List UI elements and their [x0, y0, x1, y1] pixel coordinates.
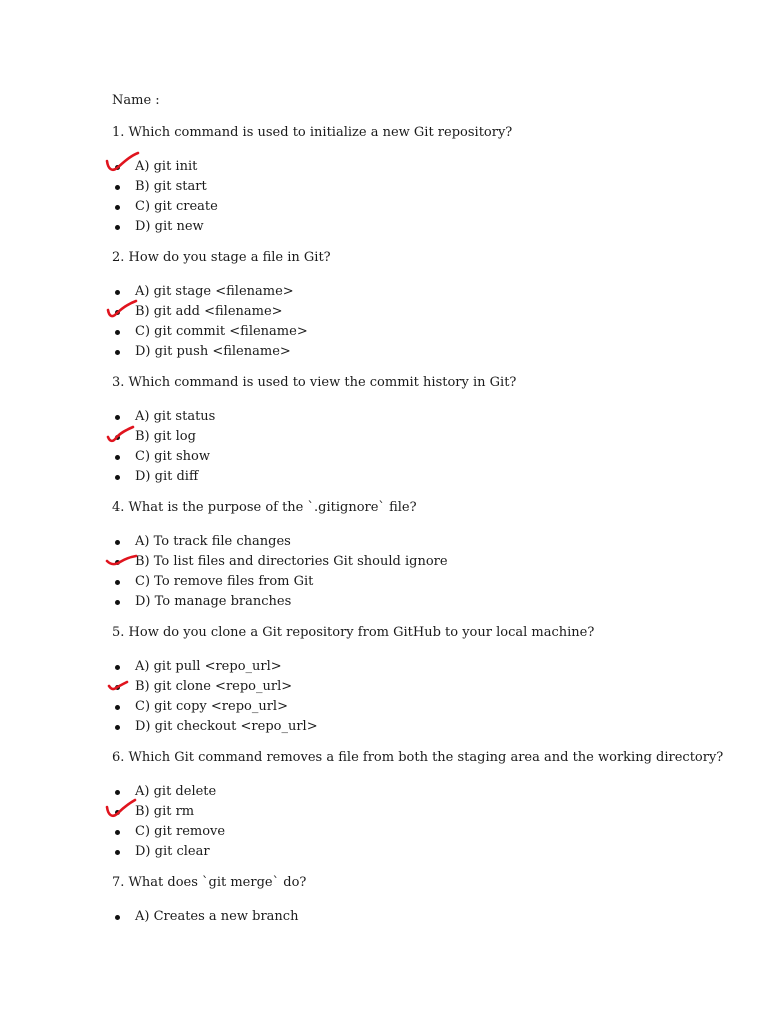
bullet-icon [115, 580, 120, 585]
option-label: D) git new [135, 219, 204, 234]
checkmark-icon [104, 671, 148, 699]
option-label: B) git start [135, 179, 207, 194]
bullet-icon [115, 415, 120, 420]
option-item [112, 592, 732, 612]
option-item [112, 842, 732, 862]
option-label: A) git delete [135, 784, 217, 799]
option-item [112, 342, 732, 362]
option-item [112, 427, 732, 447]
options-list [112, 532, 732, 612]
option-label: C) git copy <repo_url> [135, 699, 288, 714]
option-item [112, 282, 732, 302]
name-label: Name : [112, 93, 160, 108]
option-label: B) git log [135, 429, 196, 444]
question-6 [112, 749, 732, 862]
bullet-icon [115, 830, 120, 835]
question-1 [112, 124, 732, 237]
option-item [112, 197, 732, 217]
bullet-icon [115, 290, 120, 295]
option-label: C) To remove files from Git [135, 574, 314, 589]
bullet-icon [115, 205, 120, 210]
option-label: A) git stage <filename> [135, 284, 294, 299]
option-label: B) git add <filename> [135, 304, 283, 319]
bullet-icon [115, 665, 120, 670]
bullet-icon [115, 350, 120, 355]
option-label: A) To track file changes [135, 534, 291, 549]
option-label: D) git diff [135, 469, 199, 484]
question-text: 6. Which Git command removes a file from both the staging area and the working directory? [112, 750, 724, 765]
option-item [112, 677, 732, 697]
options-list [112, 407, 732, 487]
question-2 [112, 249, 732, 362]
question-text: 5. How do you clone a Git repository from GitHub to your local machine? [112, 625, 595, 640]
option-item [112, 802, 732, 822]
checkmark-icon [104, 421, 148, 449]
bullet-icon [115, 705, 120, 710]
bullet-icon [115, 455, 120, 460]
bullet-icon [115, 225, 120, 230]
option-label: D) git checkout <repo_url> [135, 719, 318, 734]
question-text: 7. What does `git merge` do? [112, 875, 307, 890]
bullet-icon [115, 540, 120, 545]
option-label: C) git remove [135, 824, 226, 839]
checkmark-icon [104, 296, 148, 324]
option-label: B) git rm [135, 804, 195, 819]
question-text: 1. Which command is used to initialize a new Git repository? [112, 125, 513, 140]
options-list [112, 282, 732, 362]
bullet-icon [115, 915, 120, 920]
option-item [112, 447, 732, 467]
bullet-icon [115, 600, 120, 605]
option-item [112, 532, 732, 552]
option-item [112, 552, 732, 572]
option-label: C) git create [135, 199, 218, 214]
option-label: D) To manage branches [135, 594, 292, 609]
question-4 [112, 499, 732, 612]
options-list [112, 907, 732, 927]
checkmark-icon [104, 546, 148, 574]
option-label: C) git show [135, 449, 210, 464]
option-label: B) git clone <repo_url> [135, 679, 293, 694]
option-label: B) To list files and directories Git should ignore [135, 554, 448, 569]
question-7 [112, 874, 732, 927]
option-item [112, 782, 732, 802]
options-list [112, 657, 732, 737]
bullet-icon [115, 475, 120, 480]
option-label: A) git pull <repo_url> [135, 659, 282, 674]
checkmark-icon [104, 151, 148, 179]
question-text: 3. Which command is used to view the commit history in Git? [112, 375, 517, 390]
option-label: D) git clear [135, 844, 210, 859]
bullet-icon [115, 790, 120, 795]
option-label: C) git commit <filename> [135, 324, 308, 339]
question-5 [112, 624, 732, 737]
option-item [112, 177, 732, 197]
option-item [112, 302, 732, 322]
option-item [112, 657, 732, 677]
option-label: D) git push <filename> [135, 344, 291, 359]
option-item [112, 822, 732, 842]
option-item [112, 697, 732, 717]
option-item [112, 572, 732, 592]
options-list [112, 157, 732, 237]
option-label: A) git init [135, 159, 198, 174]
option-item [112, 467, 732, 487]
option-item [112, 717, 732, 737]
bullet-icon [115, 185, 120, 190]
question-3 [112, 374, 732, 487]
question-text: 2. How do you stage a file in Git? [112, 250, 331, 265]
question-text: 4. What is the purpose of the `.gitignore` file? [112, 500, 417, 515]
option-item [112, 157, 732, 177]
option-item [112, 322, 732, 342]
options-list [112, 782, 732, 862]
option-label: A) Creates a new branch [135, 909, 299, 924]
bullet-icon [115, 850, 120, 855]
bullet-icon [115, 725, 120, 730]
option-item [112, 907, 732, 927]
bullet-icon [115, 330, 120, 335]
option-item [112, 407, 732, 427]
option-item [112, 217, 732, 237]
checkmark-icon [104, 796, 148, 824]
option-label: A) git status [135, 409, 216, 424]
